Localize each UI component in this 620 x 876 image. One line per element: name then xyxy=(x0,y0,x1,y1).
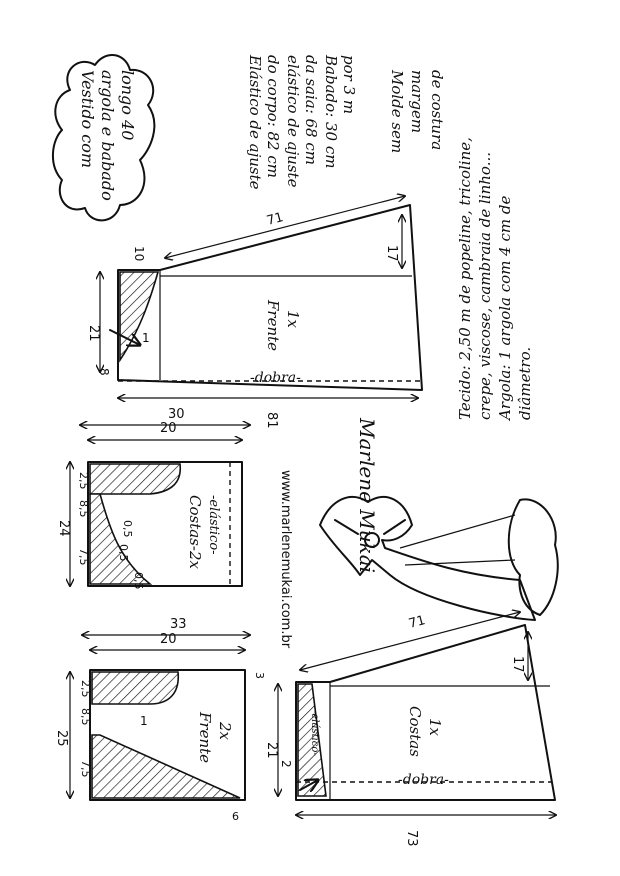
skirt-front-label: Frente xyxy=(264,300,282,352)
bodice-front-dim-d4: 8,5 xyxy=(79,708,92,726)
bodice-front-dim-width: 25 xyxy=(54,730,69,747)
title-line-2: argola e babado xyxy=(98,70,117,201)
skirt-front-dim-a: 10 xyxy=(132,246,146,262)
seam-note-3: de costura xyxy=(428,70,446,151)
bodice-back-label: Costas-2x xyxy=(186,495,204,569)
note-elastic-body-1: Elástico de ajuste xyxy=(246,55,264,190)
bodice-front-dim-d1: 20 xyxy=(160,632,177,647)
skirt-back-dim-top: 21 xyxy=(264,742,279,759)
signature-mark: Marlene Mukai xyxy=(355,418,379,574)
bodice-front-dim-d3: 2,5 xyxy=(79,680,92,698)
bodice-front-label: Frente xyxy=(196,712,214,764)
fabric-notes xyxy=(456,137,534,422)
skirt-front-piece xyxy=(86,196,422,429)
skirt-back-count: 1x xyxy=(426,718,444,737)
seam-note-2: margem xyxy=(408,70,426,134)
bodice-back-elastic: -elástico- xyxy=(206,495,221,555)
adjust-notes xyxy=(246,54,358,190)
bodice-front-count: 2x xyxy=(216,722,234,741)
skirt-front-count: 1x xyxy=(284,310,302,329)
bodice-back-dim-d5: 7,5 xyxy=(77,548,90,566)
bodice-back-dim-d8: 0,5 xyxy=(132,572,145,590)
skirt-front-dim-length: 71 xyxy=(265,210,286,229)
skirt-front-dim-top: 21 xyxy=(86,325,101,342)
note-ruffle-1: Babado: 30 cm xyxy=(322,55,340,169)
bodice-back-dim-width: 24 xyxy=(56,520,71,537)
fabric-line-1: Tecido: 2,50 m de popeline, tricoline, xyxy=(456,137,474,420)
bodice-back-dim-d1: 20 xyxy=(160,421,177,436)
bodice-back-dim-d2: 30 xyxy=(168,407,185,422)
skirt-front-dim-c: 1 xyxy=(142,331,150,345)
fabric-line-2: crepe, viscose, cambraia de linho... xyxy=(476,151,494,420)
fabric-line-4: diâmetro. xyxy=(516,346,534,420)
skirt-back-dim-length: 71 xyxy=(407,613,428,632)
skirt-back-piece xyxy=(264,612,556,847)
bodice-back-dim-d7: 0,5 xyxy=(117,544,130,562)
skirt-back-dim-bottom: 73 xyxy=(404,830,419,847)
bodice-front-dim-d7: 3 xyxy=(253,672,266,679)
title-line-3: longo 40 xyxy=(118,70,137,141)
skirt-back-fold: -dobra- xyxy=(398,772,449,788)
title-cloud xyxy=(53,55,154,220)
note-elastic-body-2: do corpo: 82 cm xyxy=(264,55,282,178)
bodice-front-piece xyxy=(54,617,266,823)
skirt-front-dim-bottom: 81 xyxy=(264,412,279,429)
skirt-back-elastic: -elástico- xyxy=(309,710,320,756)
note-elastic-skirt-1: elástico de ajuste xyxy=(284,55,302,188)
note-elastic-skirt-2: da saia: 68 cm xyxy=(302,55,320,165)
skirt-front-dim-b: 8 xyxy=(97,368,111,376)
skirt-back-label: Costas xyxy=(406,706,424,757)
fabric-line-3: Argola: 1 argola com 4 cm de xyxy=(496,195,514,420)
bodice-back-dim-d6: 0,5 xyxy=(121,520,134,538)
website-text: www.marlenemukai.com.br xyxy=(278,470,293,649)
seam-note-1: Molde sem xyxy=(388,70,406,154)
bodice-back-dim-d4: 8,5 xyxy=(77,500,90,518)
bodice-front-dim-d2: 33 xyxy=(170,617,187,632)
note-ruffle-2: por 3 m xyxy=(340,55,358,115)
bodice-back-dim-d3: 2,5 xyxy=(77,472,90,490)
title-line-1: Vestido com xyxy=(78,70,97,169)
skirt-front-fold: -dobra- xyxy=(250,370,301,386)
bodice-back-piece xyxy=(56,407,250,590)
bodice-front-dim-d5: 7,5 xyxy=(79,760,92,778)
seam-note xyxy=(388,69,446,153)
skirt-back-dim-a: 2 xyxy=(279,760,293,768)
bodice-front-dim-d6: 1 xyxy=(140,714,148,728)
skirt-back-dim-right: 17 xyxy=(510,656,525,673)
skirt-front-dim-right: 17 xyxy=(384,245,399,262)
bodice-front-dim-d8: 6 xyxy=(232,810,239,823)
